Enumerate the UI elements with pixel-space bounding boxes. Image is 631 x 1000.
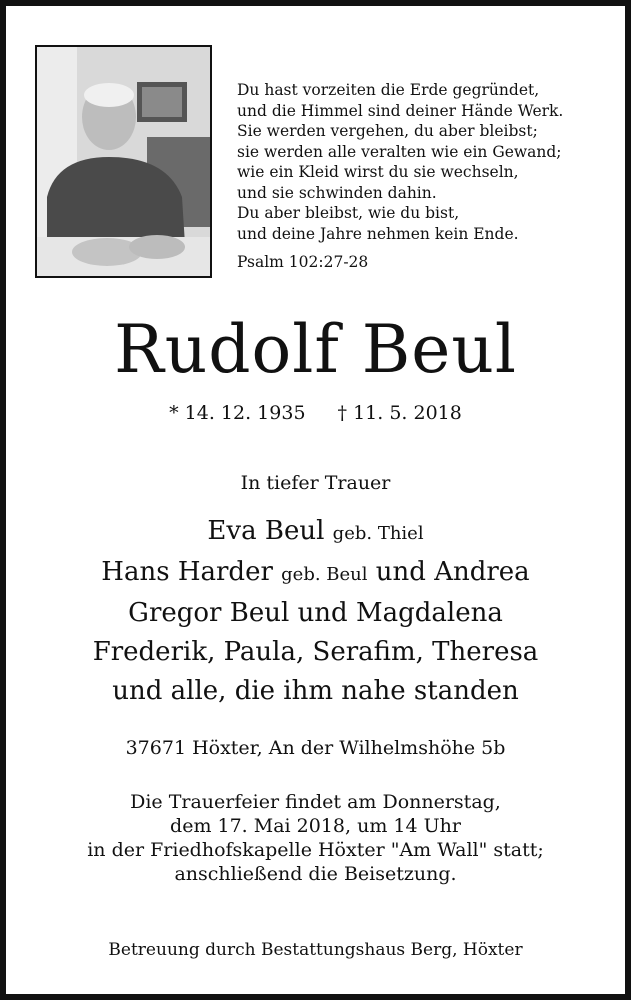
family-list xyxy=(0,512,631,711)
address: 37671 Höxter, An der Wilhelmshöhe 5b xyxy=(125,737,506,759)
psalm-quote xyxy=(237,80,563,273)
ceremony-line: dem 17. Mai 2018, um 14 Uhr xyxy=(170,815,461,837)
ceremony-line: in der Friedhofskapelle Höxter "Am Wall" statt; xyxy=(87,839,544,861)
family-row xyxy=(0,512,631,553)
maiden-name-note: geb. Beul xyxy=(281,564,368,585)
deceased-name: Rudolf Beul xyxy=(114,311,517,388)
family-row: Frederik, Paula, Serafim, Theresa xyxy=(92,637,539,667)
family-member-name: Hans Harder xyxy=(101,557,273,587)
psalm-reference: Psalm 102:27-28 xyxy=(237,253,369,271)
funeral-home-note: Betreuung durch Bestattungshaus Berg, Höxter xyxy=(108,940,523,960)
birth-date: * 14. 12. 1935 xyxy=(169,402,306,424)
ceremony-info xyxy=(0,790,631,886)
family-row: Gregor Beul und Magdalena xyxy=(128,598,503,628)
family-member-name: Eva Beul xyxy=(207,516,325,546)
portrait-image xyxy=(37,47,210,276)
psalm-line: und deine Jahre nehmen kein Ende. xyxy=(237,224,519,243)
psalm-line: wie ein Kleid wirst du sie wechseln, xyxy=(237,163,519,181)
psalm-line: Sie werden vergehen, du aber bleibst; xyxy=(237,122,538,140)
family-member-partner: und Andrea xyxy=(375,557,530,587)
death-date: † 11. 5. 2018 xyxy=(337,402,462,424)
psalm-line: Du hast vorzeiten die Erde gegründet, xyxy=(237,81,540,99)
portrait-photo xyxy=(35,45,212,278)
ceremony-line: anschließend die Beisetzung. xyxy=(174,863,457,885)
psalm-line: und die Himmel sind deiner Hände Werk. xyxy=(237,101,564,120)
family-row xyxy=(0,553,631,594)
family-row: und alle, die ihm nahe standen xyxy=(112,676,519,706)
psalm-line: und sie schwinden dahin. xyxy=(237,183,437,202)
psalm-line: Du aber bleibst, wie du bist, xyxy=(237,204,460,222)
life-dates xyxy=(0,400,631,426)
mourning-intro: In tiefer Trauer xyxy=(240,472,391,494)
psalm-line: sie werden alle veralten wie ein Gewand; xyxy=(237,142,562,161)
ceremony-line: Die Trauerfeier findet am Donnerstag, xyxy=(130,791,501,813)
maiden-name-note: geb. Thiel xyxy=(332,523,424,544)
